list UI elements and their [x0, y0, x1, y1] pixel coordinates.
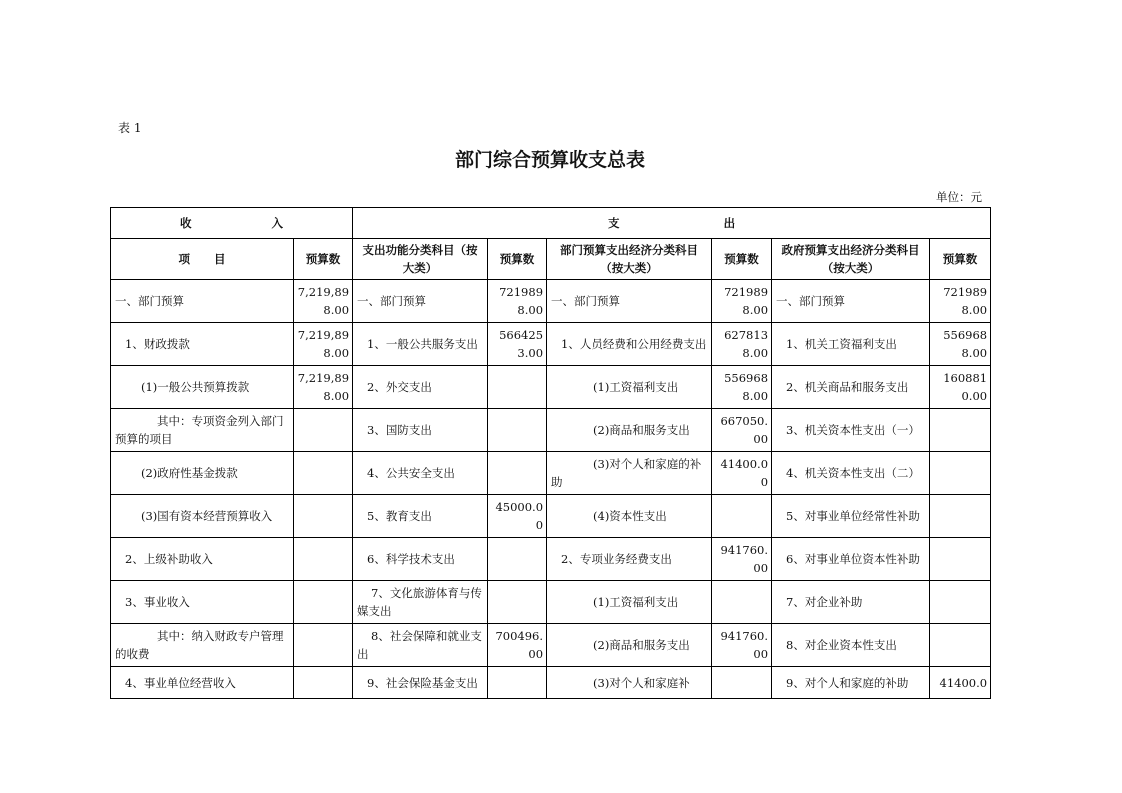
table-row — [111, 409, 991, 452]
income-item: 一、部门预算 — [111, 280, 294, 323]
func-amount: 7219898.00 — [488, 280, 547, 323]
dept-item: (1)工资福利支出 — [547, 366, 712, 409]
dept-item: (3)对个人和家庭的补助 — [547, 452, 712, 495]
dept-amount — [712, 667, 772, 699]
func-item: 2、外交支出 — [353, 366, 488, 409]
gov-item: 3、机关资本性支出（一） — [772, 409, 930, 452]
income-amount — [294, 538, 353, 581]
income-header: 收 入 — [111, 208, 353, 239]
func-item: 6、科学技术支出 — [353, 538, 488, 581]
table-top-header-row — [111, 208, 991, 239]
table-row — [111, 538, 991, 581]
func-item: 8、社会保障和就业支出 — [353, 624, 488, 667]
dept-amount: 5569688.00 — [712, 366, 772, 409]
func-item: 5、教育支出 — [353, 495, 488, 538]
income-amount — [294, 495, 353, 538]
dept-amount: 667050.00 — [712, 409, 772, 452]
income-amount — [294, 452, 353, 495]
dept-item: (2)商品和服务支出 — [547, 624, 712, 667]
func-amount — [488, 366, 547, 409]
func-item: 9、社会保险基金支出 — [353, 667, 488, 699]
col-header-func-budget: 预算数 — [488, 239, 547, 280]
table-number-label: 表 1 — [118, 121, 142, 135]
table-row — [111, 280, 991, 323]
income-item: 3、事业收入 — [111, 581, 294, 624]
table-row — [111, 452, 991, 495]
gov-item: 5、对事业单位经常性补助 — [772, 495, 930, 538]
income-item: (3)国有资本经营预算收入 — [111, 495, 294, 538]
dept-item: (2)商品和服务支出 — [547, 409, 712, 452]
dept-item: 一、部门预算 — [547, 280, 712, 323]
func-amount — [488, 538, 547, 581]
col-header-dept-budget: 预算数 — [712, 239, 772, 280]
col-header-dept-econ-class: 部门预算支出经济分类科目（按大类） — [547, 239, 712, 280]
dept-item: 1、人员经费和公用经费支出 — [547, 323, 712, 366]
func-amount — [488, 452, 547, 495]
dept-item: 2、专项业务经费支出 — [547, 538, 712, 581]
gov-amount — [930, 581, 991, 624]
table-row — [111, 581, 991, 624]
income-item: (2)政府性基金拨款 — [111, 452, 294, 495]
col-header-gov-econ-class: 政府预算支出经济分类科目（按大类） — [772, 239, 930, 280]
dept-amount — [712, 495, 772, 538]
income-amount — [294, 624, 353, 667]
dept-item: (3)对个人和家庭补 — [547, 667, 712, 699]
dept-item: (1)工资福利支出 — [547, 581, 712, 624]
income-item: 2、上级补助收入 — [111, 538, 294, 581]
col-header-func-class: 支出功能分类科目（按大类） — [353, 239, 488, 280]
dept-amount: 6278138.00 — [712, 323, 772, 366]
col-header-income-budget: 预算数 — [294, 239, 353, 280]
gov-item: 8、对企业资本性支出 — [772, 624, 930, 667]
func-item: 1、一般公共服务支出 — [353, 323, 488, 366]
income-amount: 7,219,898.00 — [294, 323, 353, 366]
gov-item: 7、对企业补助 — [772, 581, 930, 624]
table-sub-header-row — [111, 239, 991, 280]
table-row — [111, 495, 991, 538]
income-amount: 7,219,898.00 — [294, 366, 353, 409]
table-row — [111, 624, 991, 667]
gov-amount: 41400.0 — [930, 667, 991, 699]
func-amount: 45000.00 — [488, 495, 547, 538]
col-header-gov-budget: 预算数 — [930, 239, 991, 280]
func-amount — [488, 409, 547, 452]
func-amount — [488, 667, 547, 699]
gov-amount: 7219898.00 — [930, 280, 991, 323]
func-item: 7、文化旅游体育与传媒支出 — [353, 581, 488, 624]
gov-item: 一、部门预算 — [772, 280, 930, 323]
table-row — [111, 667, 991, 699]
income-amount: 7,219,898.00 — [294, 280, 353, 323]
gov-item: 2、机关商品和服务支出 — [772, 366, 930, 409]
gov-amount — [930, 495, 991, 538]
budget-summary-table — [110, 207, 991, 699]
dept-item: (4)资本性支出 — [547, 495, 712, 538]
income-item: 4、事业单位经营收入 — [111, 667, 294, 699]
func-item: 3、国防支出 — [353, 409, 488, 452]
gov-item: 1、机关工资福利支出 — [772, 323, 930, 366]
gov-item: 4、机关资本性支出（二） — [772, 452, 930, 495]
income-item: 1、财政拨款 — [111, 323, 294, 366]
page-title: 部门综合预算收支总表 — [454, 149, 645, 171]
gov-item: 6、对事业单位资本性补助 — [772, 538, 930, 581]
table-row — [111, 366, 991, 409]
unit-label: 单位：元 — [936, 190, 982, 204]
expense-header: 支 出 — [353, 208, 991, 239]
income-item: (1)一般公共预算拨款 — [111, 366, 294, 409]
dept-amount — [712, 581, 772, 624]
gov-amount — [930, 624, 991, 667]
income-amount — [294, 581, 353, 624]
income-amount — [294, 667, 353, 699]
func-item: 一、部门预算 — [353, 280, 488, 323]
dept-amount: 7219898.00 — [712, 280, 772, 323]
gov-amount — [930, 409, 991, 452]
gov-item: 9、对个人和家庭的补助 — [772, 667, 930, 699]
col-header-item: 项 目 — [111, 239, 294, 280]
func-item: 4、公共安全支出 — [353, 452, 488, 495]
dept-amount: 941760.00 — [712, 624, 772, 667]
table-row — [111, 323, 991, 366]
dept-amount: 41400.00 — [712, 452, 772, 495]
gov-amount: 5569688.00 — [930, 323, 991, 366]
gov-amount — [930, 452, 991, 495]
gov-amount: 1608810.00 — [930, 366, 991, 409]
income-item: 其中：纳入财政专户管理的收费 — [111, 624, 294, 667]
gov-amount — [930, 538, 991, 581]
func-amount: 700496.00 — [488, 624, 547, 667]
income-item: 其中：专项资金列入部门预算的项目 — [111, 409, 294, 452]
func-amount — [488, 581, 547, 624]
func-amount: 5664253.00 — [488, 323, 547, 366]
income-amount — [294, 409, 353, 452]
dept-amount: 941760.00 — [712, 538, 772, 581]
